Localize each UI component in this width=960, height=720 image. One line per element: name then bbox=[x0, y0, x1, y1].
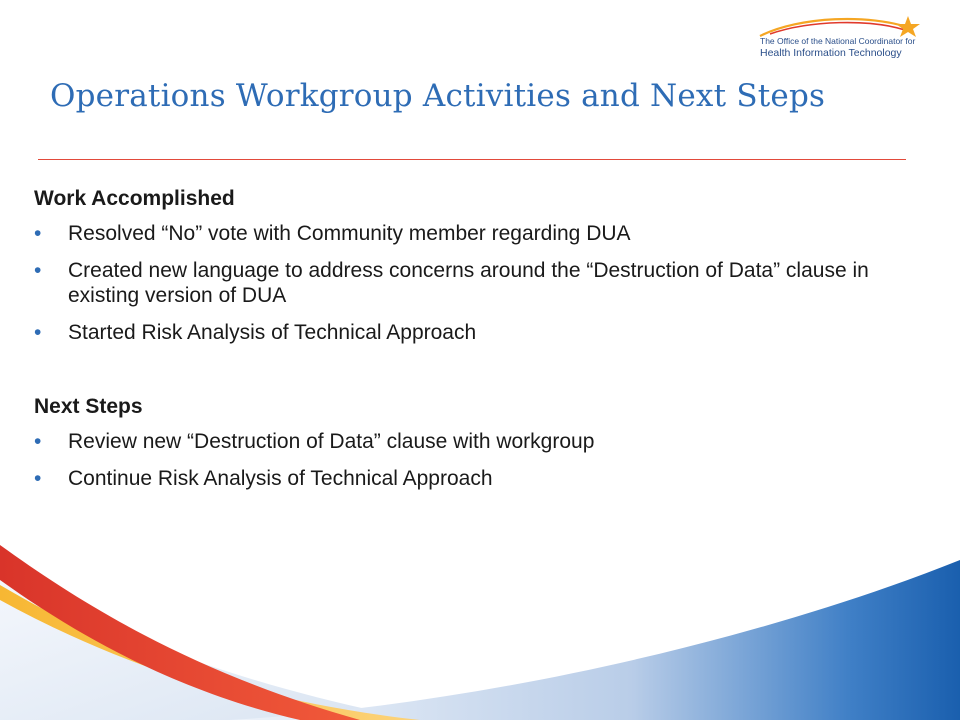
bullet-list bbox=[34, 429, 914, 491]
title-divider bbox=[38, 159, 906, 160]
bullet-text: Started Risk Analysis of Technical Approach bbox=[68, 321, 477, 344]
section-next-steps bbox=[34, 393, 914, 491]
bullet-dot-icon: • bbox=[34, 467, 42, 490]
bullet-text: Resolved “No” vote with Community member regarding DUA bbox=[68, 222, 631, 245]
bullet-text: Review new “Destruction of Data” clause with workgroup bbox=[68, 430, 595, 453]
slide-content bbox=[34, 185, 914, 503]
bullet-item bbox=[34, 258, 914, 308]
bullet-item bbox=[34, 320, 914, 345]
bullet-dot-icon: • bbox=[34, 222, 42, 245]
bullet-dot-icon: • bbox=[34, 259, 42, 282]
logo-text-line1: The Office of the National Coordinator for bbox=[760, 36, 916, 46]
section-heading: Next Steps bbox=[34, 395, 143, 418]
bullet-dot-icon: • bbox=[34, 321, 42, 344]
bullet-text: Created new language to address concerns around the “Destruction of Data” clause in existing version of DUA bbox=[68, 259, 869, 307]
bullet-item bbox=[34, 429, 914, 454]
onc-logo bbox=[740, 14, 950, 64]
bullet-list bbox=[34, 221, 914, 345]
bullet-item bbox=[34, 221, 914, 246]
logo-text-line2: Health Information Technology bbox=[760, 47, 902, 59]
bullet-item bbox=[34, 466, 914, 491]
section-heading: Work Accomplished bbox=[34, 187, 235, 210]
bullet-text: Continue Risk Analysis of Technical Approach bbox=[68, 467, 493, 490]
slide-title: Operations Workgroup Activities and Next Steps bbox=[50, 78, 826, 114]
section-work-accomplished bbox=[34, 185, 914, 345]
section-spacer bbox=[34, 357, 914, 393]
bullet-dot-icon: • bbox=[34, 430, 42, 453]
